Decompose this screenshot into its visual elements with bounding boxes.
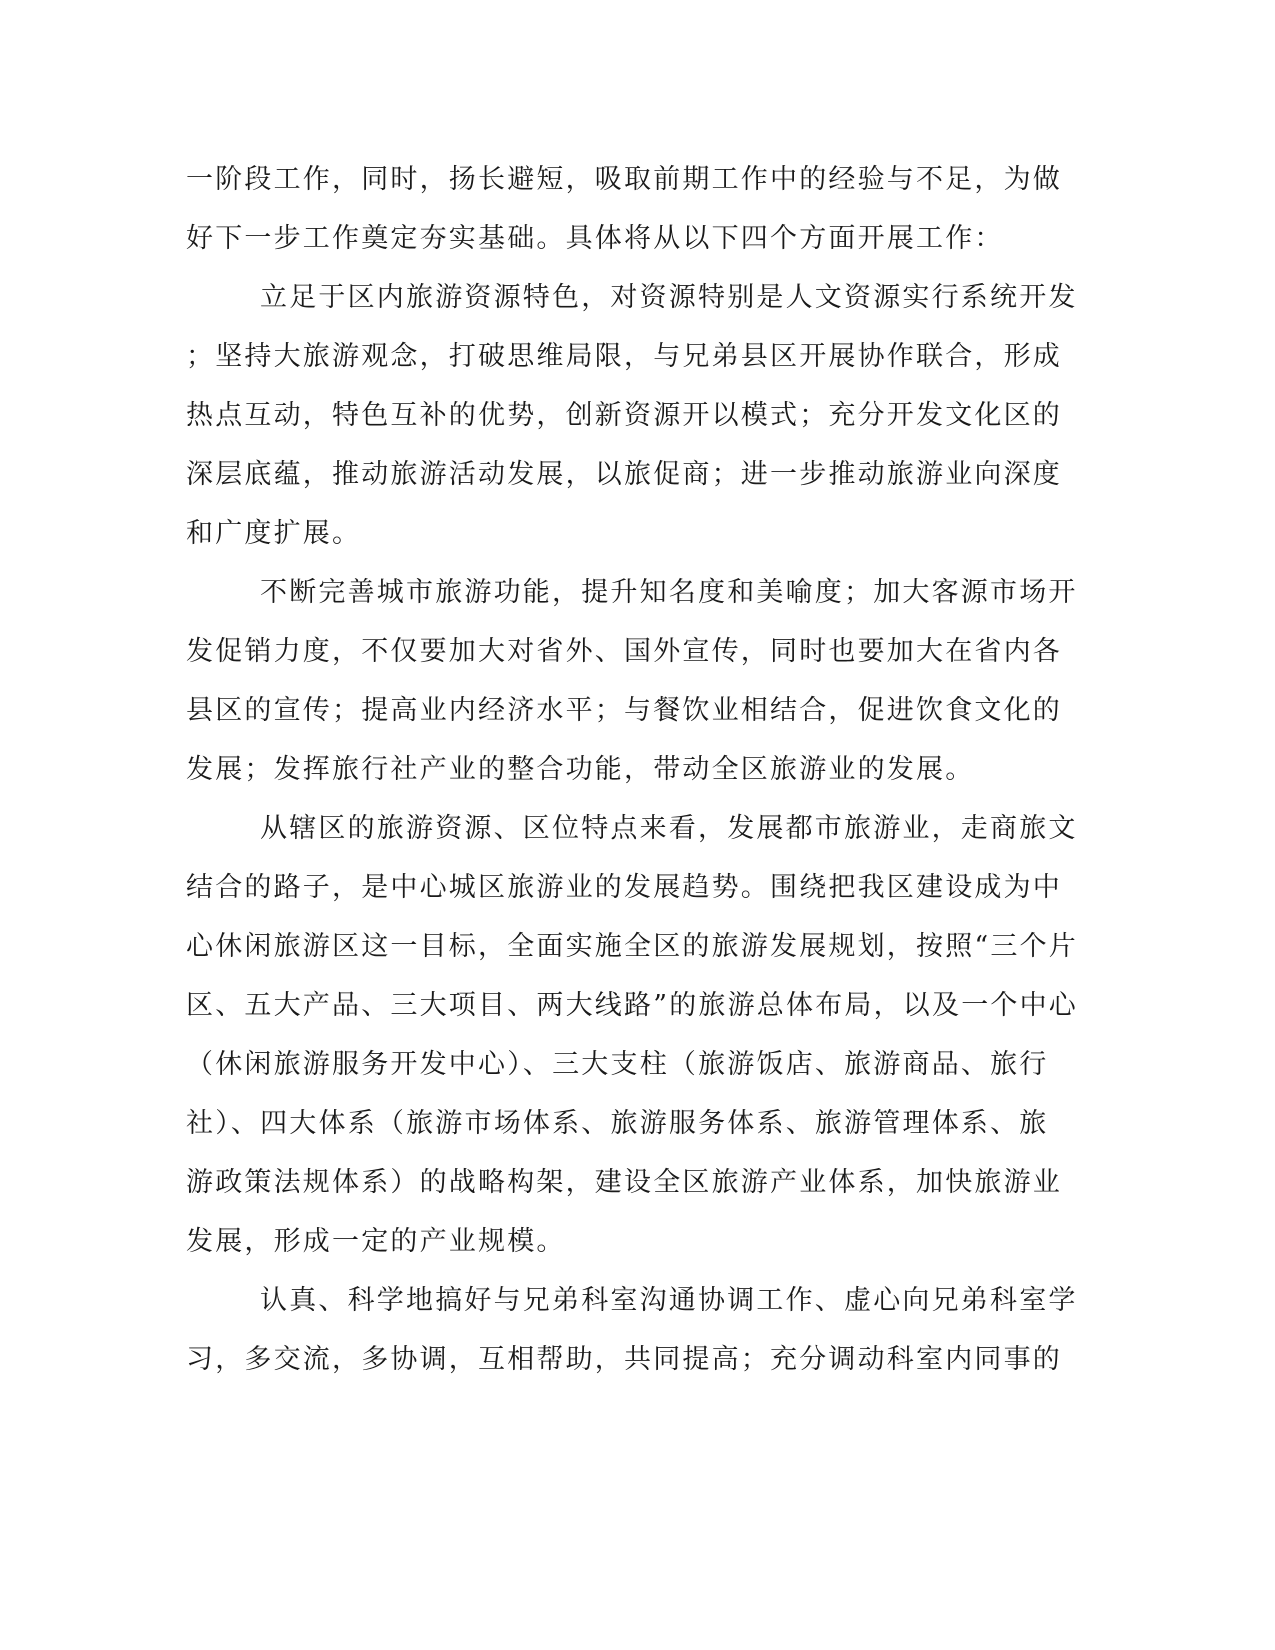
text-line: 和广度扩展。: [186, 518, 362, 549]
text-line: 发展；发挥旅行社产业的整合功能，带动全区旅游业的发展。: [186, 754, 975, 785]
text-line: 结合的路子，是中心城区旅游业的发展趋势。围绕把我区建设成为中: [186, 872, 1062, 903]
text-line: 心休闲旅游区这一目标，全面实施全区的旅游发展规划，按照“三个片: [186, 931, 1079, 962]
text-line: （休闲旅游服务开发中心）、三大支柱（旅游饭店、旅游商品、旅行: [186, 1049, 1049, 1080]
text-line: 热点互动，特色互补的优势，创新资源开以模式；充分开发文化区的: [186, 400, 1062, 431]
text-line: 区、五大产品、三大项目、两大线路”的旅游总体布局，以及一个中心: [186, 990, 1079, 1021]
text-line: 县区的宣传；提高业内经济水平；与餐饮业相结合，促进饮食文化的: [186, 695, 1062, 726]
text-line: 深层底蕴，推动旅游活动发展，以旅促商；进一步推动旅游业向深度: [186, 459, 1062, 490]
text-line: 社）、四大体系（旅游市场体系、旅游服务体系、旅游管理体系、旅: [186, 1108, 1049, 1139]
text-line: 发促销力度，不仅要加大对省外、国外宣传，同时也要加大在省内各: [186, 636, 1062, 667]
paragraph-first-line: 从辖区的旅游资源、区位特点来看，发展都市旅游业，走商旅文: [260, 813, 1078, 844]
paragraph-first-line: 认真、科学地搞好与兄弟科室沟通协调工作、虚心向兄弟科室学: [260, 1285, 1078, 1316]
text-line: 发展，形成一定的产业规模。: [186, 1226, 566, 1257]
text-line: ；坚持大旅游观念，打破思维局限，与兄弟县区开展协作联合，形成: [186, 341, 1062, 372]
text-line: 游政策法规体系）的战略构架，建设全区旅游产业体系，加快旅游业: [186, 1167, 1062, 1198]
text-line: 一阶段工作，同时，扬长避短，吸取前期工作中的经验与不足，为做: [186, 164, 1062, 195]
paragraph-first-line: 不断完善城市旅游功能，提升知名度和美喻度；加大客源市场开: [260, 577, 1078, 608]
paragraph-first-line: 立足于区内旅游资源特色，对资源特别是人文资源实行系统开发: [260, 282, 1078, 313]
text-line: 好下一步工作奠定夯实基础。具体将从以下四个方面开展工作：: [186, 223, 1004, 254]
text-line: 习，多交流，多协调，互相帮助，共同提高；充分调动科室内同事的: [186, 1344, 1062, 1375]
